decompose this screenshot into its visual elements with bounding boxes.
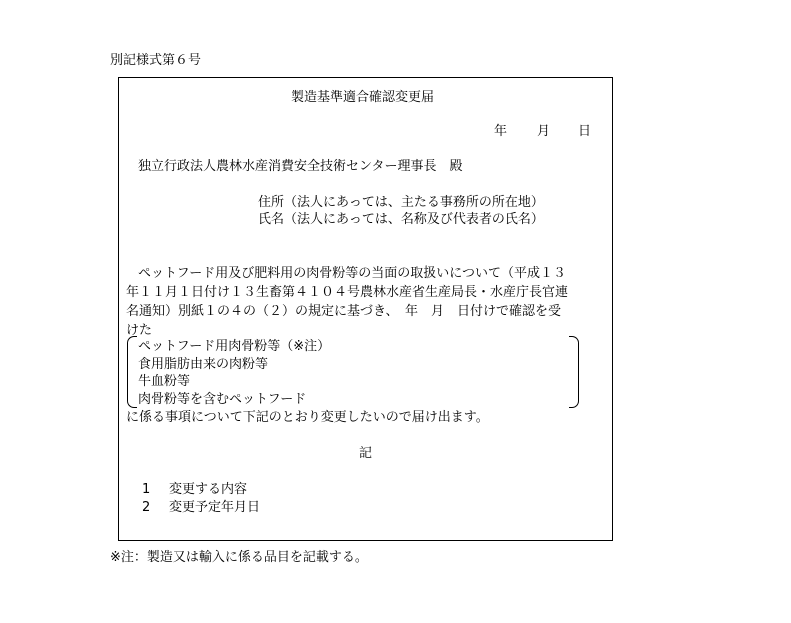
addressee: 独立行政法人農林水産消費安全技術センター理事長 殿 (138, 159, 463, 174)
body-line: 名通知）別紙１の４の（２）の規定に基づき、 年 月 日付けで確認を受 (126, 304, 561, 319)
bracket-right (569, 336, 579, 408)
applicant-address: 住所（法人にあっては、主たる事務所の所在地） (258, 195, 544, 210)
body-line: けた (126, 323, 153, 338)
footnote: ※注：製造又は輸入に係る品目を記載する。 (110, 550, 368, 565)
bracket-item: 食用脂肪由来の肉粉等 (138, 357, 269, 372)
form-title: 製造基準適合確認変更届 (291, 90, 435, 105)
item-number: 2 (142, 500, 151, 515)
date-day-label: 日 (578, 124, 592, 139)
item-text: 変更予定年月日 (169, 500, 261, 515)
item-text: 変更する内容 (169, 482, 248, 497)
bracket-left (127, 336, 137, 408)
bracket-item: 肉骨粉等を含むペットフード (138, 392, 307, 407)
body-line: 年１１月１日付け１３生畜第４１０４号農林水産省生産局長・水産庁長官連 (126, 285, 569, 300)
applicant-name: 氏名（法人にあっては、名称及び代表者の氏名） (258, 212, 544, 227)
bracket-item: 牛血粉等 (138, 374, 191, 389)
date-month-label: 月 (537, 124, 551, 139)
ki-heading: 記 (359, 446, 373, 461)
form-number: 別記様式第６号 (110, 53, 202, 68)
date-year-label: 年 (494, 124, 508, 139)
bracket-item: ペットフード用肉骨粉等（※注） (138, 339, 331, 354)
body-closing: に係る事項について下記のとおり変更したいので届け出ます。 (126, 410, 489, 425)
body-line: ペットフード用及び肥料用の肉骨粉等の当面の取扱いについて（平成１３ (138, 266, 566, 281)
item-number: 1 (142, 482, 151, 497)
